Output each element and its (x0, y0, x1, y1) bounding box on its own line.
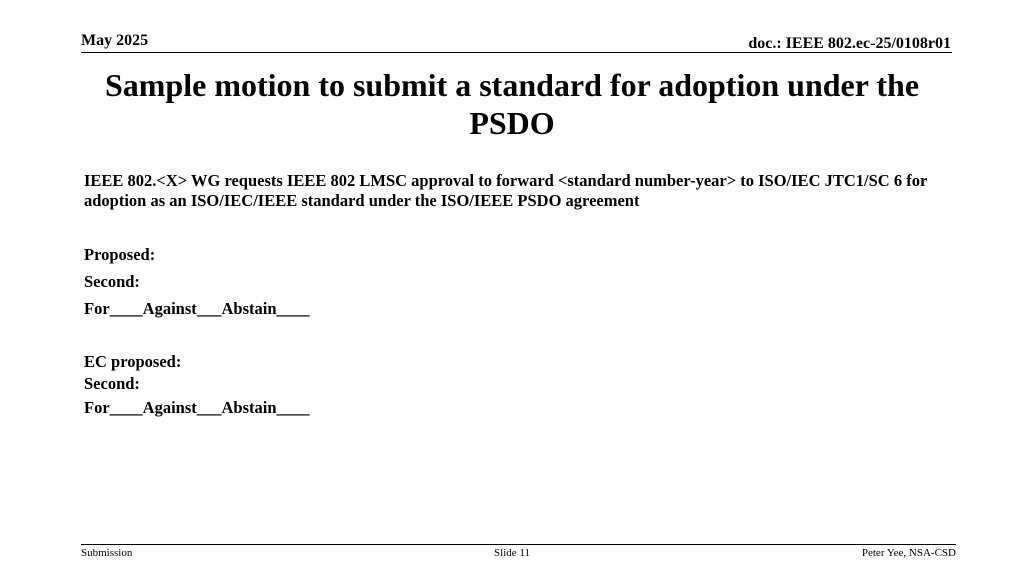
wg-vote-tally: For____Against___Abstain____ (84, 299, 310, 318)
footer-divider (81, 544, 956, 545)
wg-proposed-label: Proposed: (84, 245, 156, 264)
motion-text: IEEE 802.<X> WG requests IEEE 802 LMSC approval to forward <standard number-year> to ISO/IEC JTC1/SC 6 for adoption as an ISO/IEC/IEEE standard under the ISO/IEEE PSDO agreement (84, 171, 927, 210)
footer-slide-number: Slide 11 (494, 547, 530, 559)
header-doc-id: doc.: IEEE 802.ec-25/0108r01 (748, 35, 951, 52)
wg-second-label: Second: (84, 272, 140, 291)
ec-proposed-label: EC proposed: (84, 352, 182, 371)
footer-submission: Submission (81, 547, 133, 559)
slide-title: Sample motion to submit a standard for adoption under the PSDO (104, 67, 920, 141)
ec-second-label: Second: (84, 374, 140, 393)
header-divider (81, 52, 952, 53)
footer-author: Peter Yee, NSA-CSD (861, 547, 956, 559)
header-date: May 2025 (81, 32, 149, 49)
ec-vote-tally: For____Against___Abstain____ (84, 398, 310, 417)
